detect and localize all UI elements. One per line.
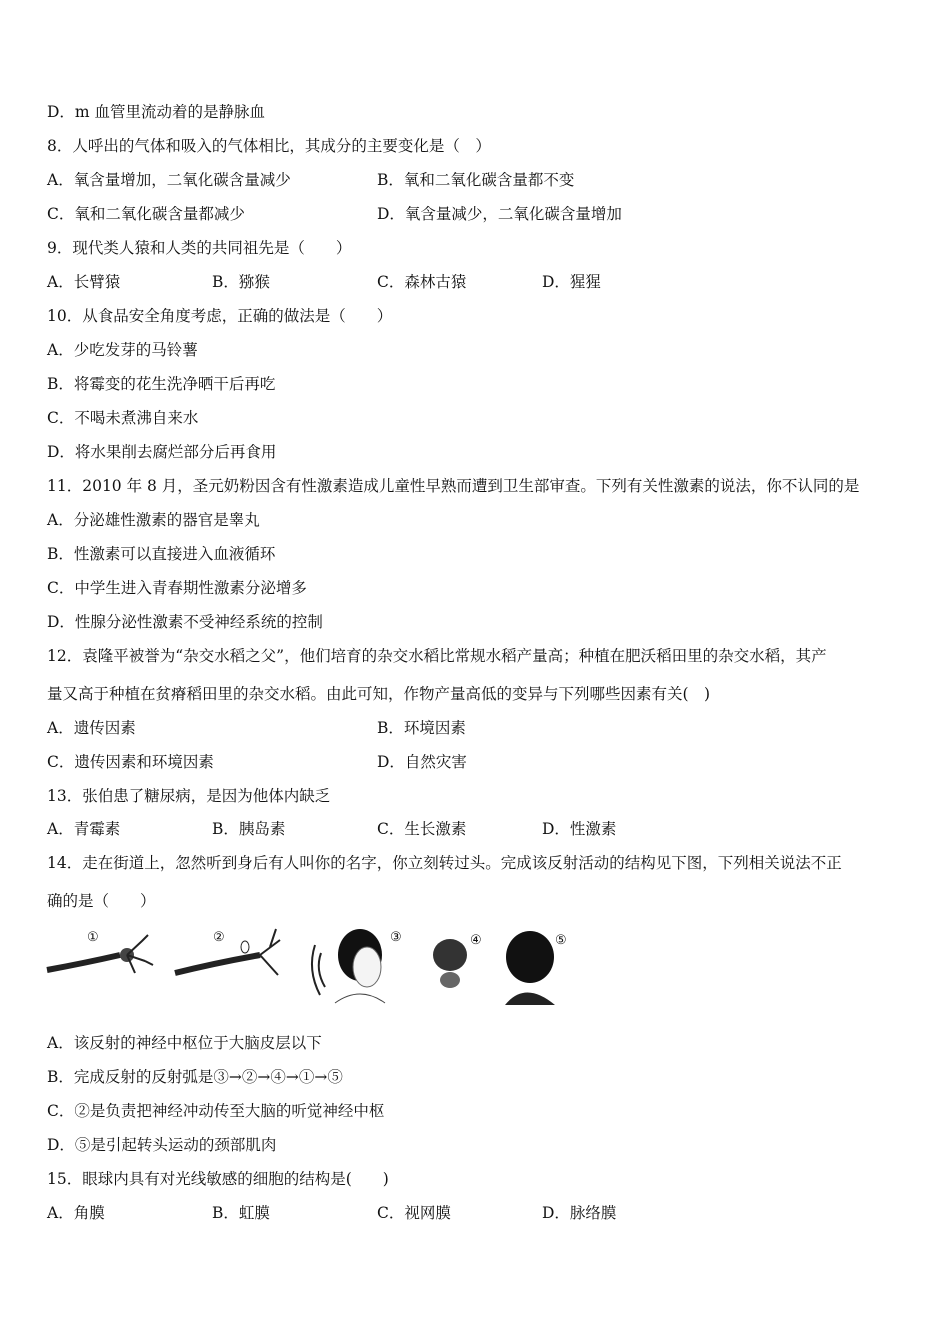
q10-stem: 10．从食品安全角度考虑，正确的做法是（ ） — [47, 307, 393, 325]
q14-stem-line1: 14．走在街道上，忽然听到身后有人叫你的名字，你立刻转过头。完成该反射活动的结构见下图，下列相关说法不正 — [47, 854, 842, 872]
q14-option-c: C．②是负责把神经冲动传至大脑的听觉神经中枢 — [47, 1102, 385, 1120]
q14-option-d: D．⑤是引起转头运动的颈部肌肉 — [47, 1136, 277, 1154]
q11-option-d: D．性腺分泌性激素不受神经系统的控制 — [47, 613, 323, 631]
q8-option-a: A．氧含量增加，二氧化碳含量减少 — [47, 171, 291, 189]
q12-option-d: D．自然灾害 — [377, 753, 467, 771]
q12-option-a: A．遗传因素 — [47, 719, 136, 737]
back-of-head-drawing — [505, 931, 555, 1005]
q14-stem-line2: 确的是（ ） — [47, 892, 156, 910]
reflex-arc-figure — [45, 925, 585, 1010]
q15-option-c: C．视网膜 — [377, 1204, 451, 1222]
q8-option-b: B．氧和二氧化碳含量都不变 — [377, 171, 575, 189]
q14-option-a: A．该反射的神经中枢位于大脑皮层以下 — [47, 1034, 322, 1052]
q9-option-a: A．长臂猿 — [47, 273, 121, 291]
figure-label-2: ② — [213, 930, 225, 945]
q9-option-b: B．猕猴 — [212, 273, 270, 291]
q9-option-c: C．森林古猿 — [377, 273, 467, 291]
q11-option-c: C．中学生进入青春期性激素分泌增多 — [47, 579, 307, 597]
neuron-2-drawing — [175, 929, 280, 975]
q12-option-b: B．环境因素 — [377, 719, 466, 737]
q12-stem-line2: 量又高于种植在贫瘠稻田里的杂交水稻。由此可知，作物产量高低的变异与下列哪些因素有关( ) — [47, 685, 711, 703]
figure-label-1: ① — [87, 930, 99, 945]
q12-option-c: C．遗传因素和环境因素 — [47, 753, 214, 771]
q9-stem: 9．现代类人猿和人类的共同祖先是（ ） — [47, 239, 352, 257]
figure-label-3: ③ — [390, 930, 402, 945]
q8-option-d: D．氧含量减少，二氧化碳含量增加 — [377, 205, 622, 223]
neuron-1-drawing — [47, 935, 153, 973]
figure-label-4: ④ — [470, 933, 482, 948]
q10-option-d: D．将水果削去腐烂部分后再食用 — [47, 443, 277, 461]
q15-option-d: D．脉络膜 — [542, 1204, 617, 1222]
q8-stem: 8．人呼出的气体和吸入的气体相比，其成分的主要变化是（ ） — [47, 137, 491, 155]
q9-option-d: D．猩猩 — [542, 273, 601, 291]
q15-stem: 15．眼球内具有对光线敏感的细胞的结构是( ) — [47, 1170, 389, 1188]
reflex-arc-illustration — [45, 925, 585, 1010]
q12-stem-line1: 12．袁隆平被誉为“杂交水稻之父”，他们培育的杂交水稻比常规水稻产量高；种植在肥沃稻田里的杂交水稻，其产 — [47, 647, 827, 665]
q13-option-a: A．青霉素 — [47, 820, 121, 838]
q15-option-a: A．角膜 — [47, 1204, 105, 1222]
q10-option-c: C．不喝未煮沸自来水 — [47, 409, 199, 427]
q11-option-b: B．性激素可以直接进入血液循环 — [47, 545, 276, 563]
q11-option-a: A．分泌雄性激素的器官是睾丸 — [47, 511, 260, 529]
q10-option-a: A．少吃发芽的马铃薯 — [47, 341, 198, 359]
q14-option-b: B．完成反射的反射弧是③→②→④→①→⑤ — [47, 1068, 343, 1086]
head-ear-drawing — [312, 929, 385, 1003]
q13-option-c: C．生长激素 — [377, 820, 467, 838]
q13-stem: 13．张伯患了糖尿病，是因为他体内缺乏 — [47, 787, 331, 805]
q15-option-b: B．虹膜 — [212, 1204, 270, 1222]
q11-stem: 11．2010 年 8 月，圣元奶粉因含有性激素造成儿童性早熟而遭到卫生部审查。下列有关性激素的说法，你不认同的是 — [47, 477, 860, 495]
q8-option-c: C．氧和二氧化碳含量都减少 — [47, 205, 245, 223]
q13-option-b: B．胰岛素 — [212, 820, 286, 838]
q13-option-d: D．性激素 — [542, 820, 617, 838]
figure-label-5: ⑤ — [555, 933, 567, 948]
brain-drawing — [433, 939, 467, 988]
q7-option-d: D．m 血管里流动着的是静脉血 — [47, 103, 266, 121]
q10-option-b: B．将霉变的花生洗净晒干后再吃 — [47, 375, 276, 393]
